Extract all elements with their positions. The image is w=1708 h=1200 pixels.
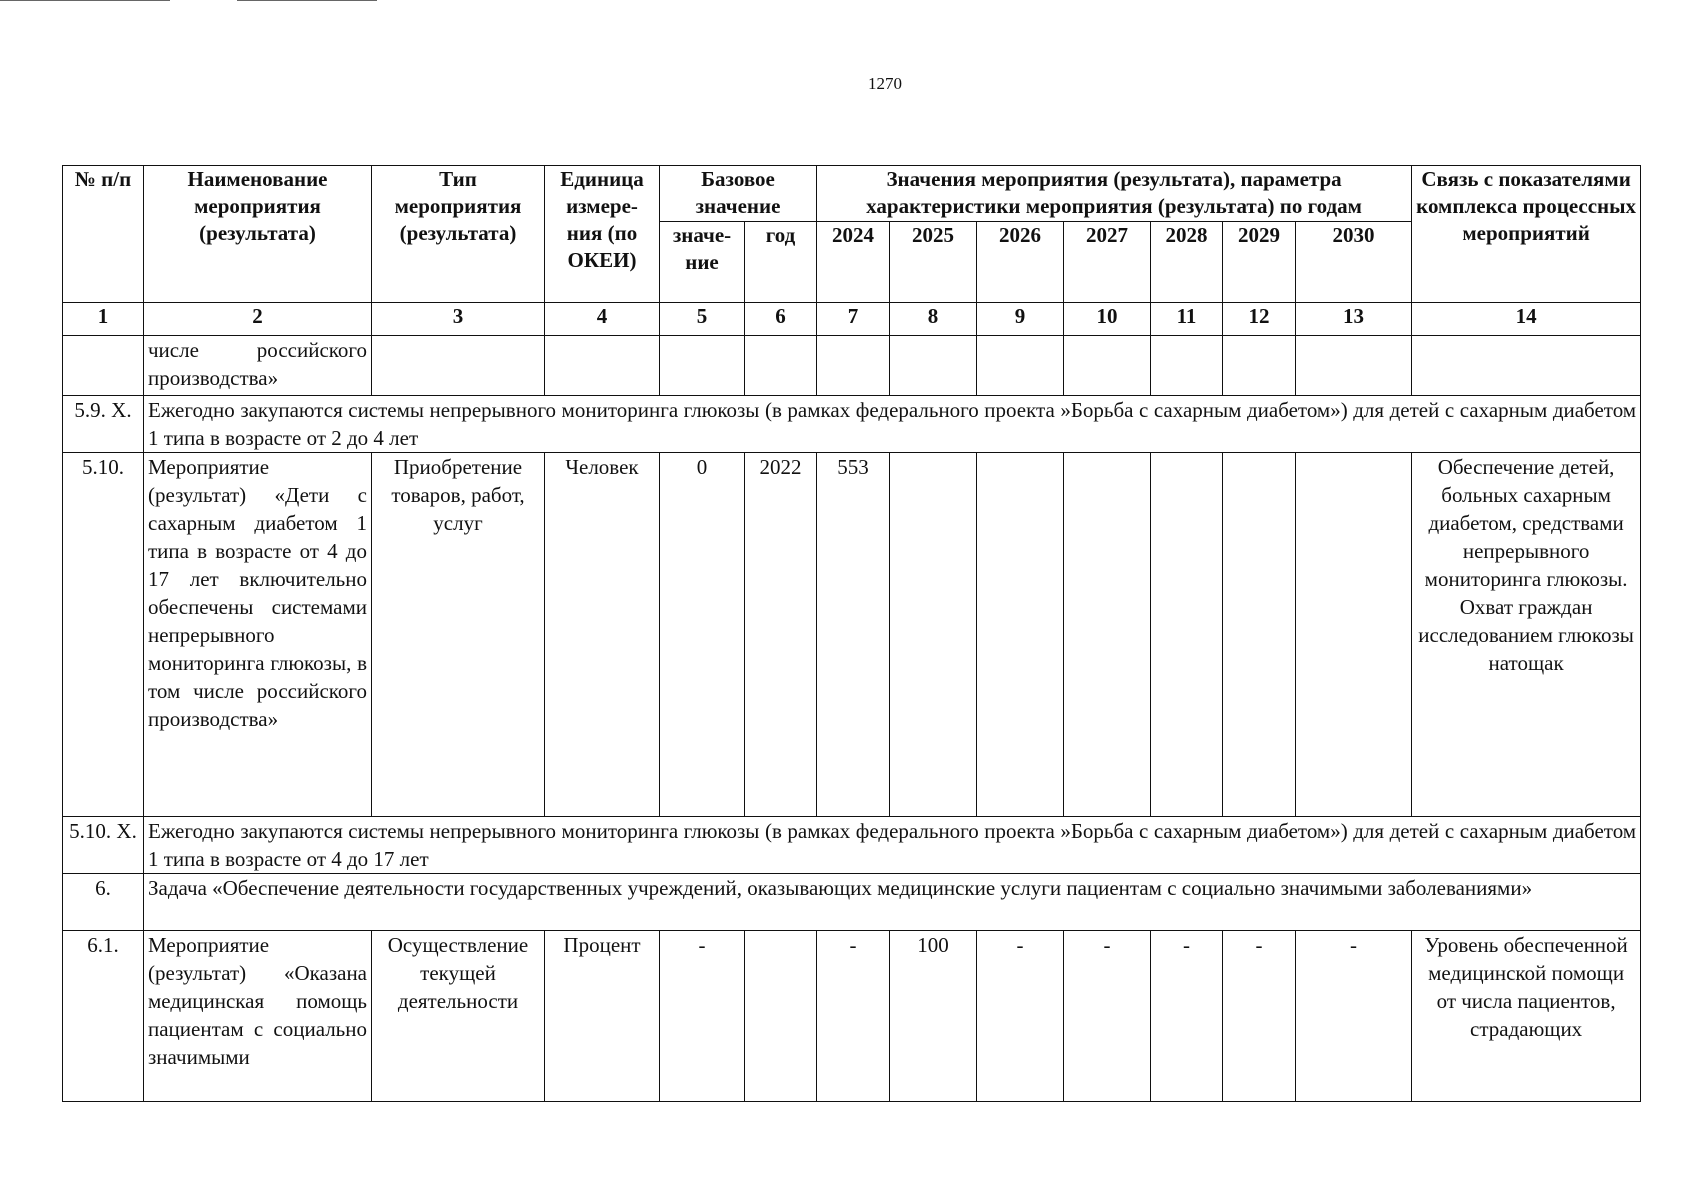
header-base-year: год: [745, 222, 817, 303]
scan-edge-line: [237, 0, 377, 1]
header-number: № п/п: [63, 166, 144, 303]
value-2025: 100: [890, 931, 977, 1102]
page-number: 1270: [868, 74, 902, 93]
indicator-link: Уровень обеспеченной медицинской помощи от числа пациентов, страдающих: [1412, 931, 1641, 1102]
value-2028: -: [1151, 931, 1223, 1102]
measure-name-continued: числе российского производства»: [144, 336, 372, 396]
value-2024: 553: [817, 453, 890, 817]
header-year: 2026: [977, 222, 1064, 303]
measure-name: Мероприятие (результат) «Оказана медицинская помощь пациентам с социально значимыми: [144, 931, 372, 1102]
column-number: 8: [890, 303, 977, 336]
column-number: 2: [144, 303, 372, 336]
value-2027: -: [1064, 931, 1151, 1102]
table-row: [63, 874, 1641, 931]
column-number: 9: [977, 303, 1064, 336]
column-number: 4: [545, 303, 660, 336]
header-base-value-group: Базовое значение: [660, 166, 817, 222]
column-number: 6: [745, 303, 817, 336]
header-year: 2024: [817, 222, 890, 303]
row-number: 6.1.: [63, 931, 144, 1102]
row-note: Ежегодно закупаются системы непрерывного мониторинга глюкозы (в рамках федерального проекта »Борьба с сахарным диабетом») для детей с сахарным диабетом 1 типа в возрасте от 4 до 17 лет: [144, 817, 1641, 874]
value-2030: -: [1296, 931, 1412, 1102]
scan-edge-line: [0, 0, 170, 1]
column-number: 11: [1151, 303, 1223, 336]
header-link: Связь с показателями комплекса процессных мероприятий: [1412, 166, 1641, 303]
table-row: [63, 396, 1641, 453]
header-row: [63, 166, 1641, 222]
indicator-link: Обеспечение детей, больных сахарным диабетом, средствами непрерывного мониторинга глюкозы. Охват граждан исследованием глюкозы натощак: [1412, 453, 1641, 817]
header-year: 2029: [1223, 222, 1296, 303]
header-year: 2030: [1296, 222, 1412, 303]
header-base-value: значе-ние: [660, 222, 745, 303]
measure-unit: Процент: [545, 931, 660, 1102]
column-number: 13: [1296, 303, 1412, 336]
header-year: 2025: [890, 222, 977, 303]
table-row: [63, 931, 1641, 1102]
column-number: 3: [372, 303, 545, 336]
column-number: 12: [1223, 303, 1296, 336]
header-unit: Единица измере-ния (по ОКЕИ): [545, 166, 660, 303]
base-year: [745, 931, 817, 1102]
value-2029: -: [1223, 931, 1296, 1102]
column-number: 7: [817, 303, 890, 336]
header-year: 2027: [1064, 222, 1151, 303]
row-note: Ежегодно закупаются системы непрерывного мониторинга глюкозы (в рамках федерального проекта »Борьба с сахарным диабетом») для детей с сахарным диабетом 1 типа в возрасте от 2 до 4 лет: [144, 396, 1641, 453]
header-year: 2028: [1151, 222, 1223, 303]
value-2024: -: [817, 931, 890, 1102]
measure-type: Приобретение товаров, работ, услуг: [372, 453, 545, 817]
measure-type: Осуществление текущей деятельности: [372, 931, 545, 1102]
value-2026: -: [977, 931, 1064, 1102]
table-row: [63, 817, 1641, 874]
measures-table: [62, 165, 1641, 1102]
row-number: 5.10. X.: [63, 817, 144, 874]
task-title: Задача «Обеспечение деятельности государственных учреждений, оказывающих медицинские услуги пациентам с социально значимыми заболеваниями»: [144, 874, 1641, 931]
measure-unit: Человек: [545, 453, 660, 817]
column-number: 5: [660, 303, 745, 336]
base-year: 2022: [745, 453, 817, 817]
base-value: -: [660, 931, 745, 1102]
column-number: 10: [1064, 303, 1151, 336]
measure-name: Мероприятие (результат) «Дети с сахарным диабетом 1 типа в возрасте от 4 до 17 лет включительно обеспечены системами непрерывного мониторинга глюкозы, в том числе российского производства»: [144, 453, 372, 817]
row-number: 5.10.: [63, 453, 144, 817]
base-value: 0: [660, 453, 745, 817]
header-yearly-values-group: Значения мероприятия (результата), параметра характеристики мероприятия (результата) по годам: [817, 166, 1412, 222]
header-measure-name: Наименование мероприятия (результата): [144, 166, 372, 303]
table-row: [63, 336, 1641, 396]
table-row: [63, 453, 1641, 817]
row-number: 5.9. X.: [63, 396, 144, 453]
header-measure-type: Тип мероприятия (результата): [372, 166, 545, 303]
column-number: 1: [63, 303, 144, 336]
column-number: 14: [1412, 303, 1641, 336]
row-number: 6.: [63, 874, 144, 931]
column-numbers-row: [63, 303, 1641, 336]
